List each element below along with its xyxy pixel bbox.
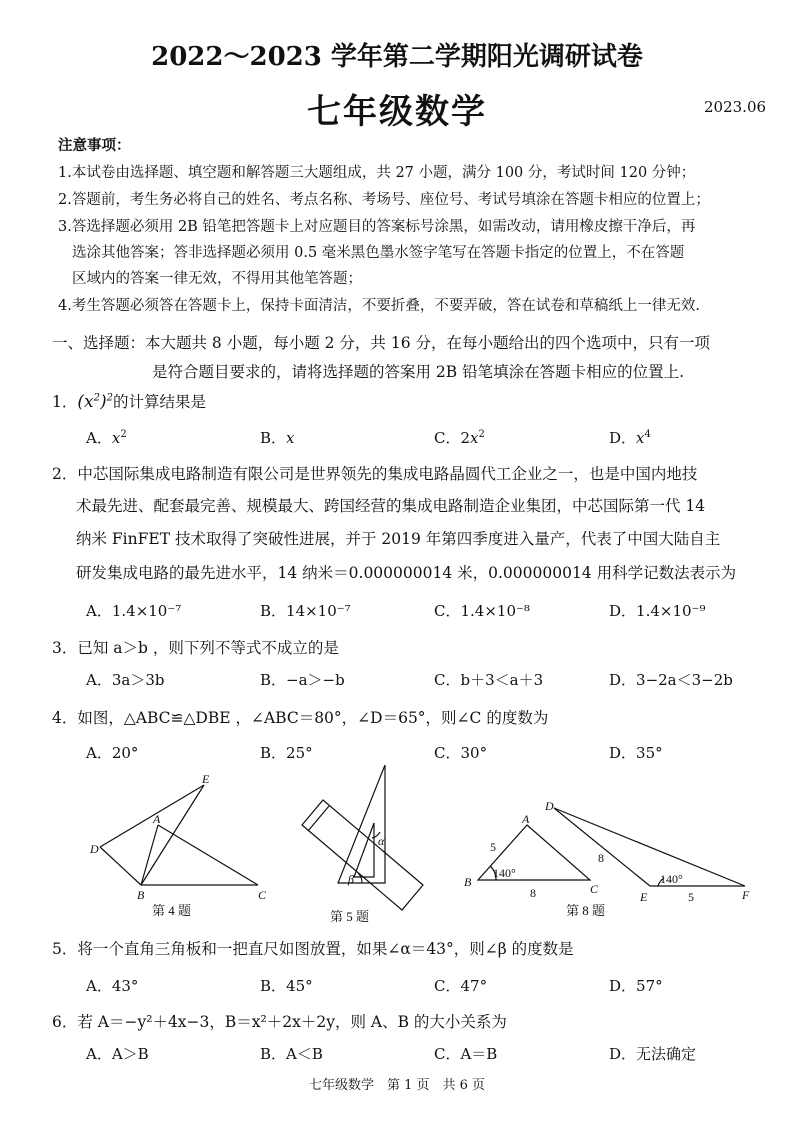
exam-title: 2022～2023 学年第二学期阳光调研试卷 [151,42,643,72]
fig8-label-a: A [522,812,530,826]
section1-intro: 一、选择题：本大题共 8 小题，每小题 2 分，共 16 分，在每小题给出的四个选项中，只有一项 [52,334,711,352]
fig5-beta-arc [358,873,362,883]
q4-option-c: C．30° [434,744,488,762]
notice-heading: 注意事项： [58,137,131,154]
q1-option-c: C．$2x^2$ [434,429,485,447]
fig4-segment-ac [158,825,258,885]
fig8-label-d: D [545,799,554,813]
fig8-label-de-8: 8 [598,851,604,865]
notice-item-1: 1.本试卷由选择题、填空题和解答题三大题组成，共 27 小题，满分 100 分，考试时间 120 分钟； [58,165,696,181]
fig4-label-a: A [153,812,161,826]
notice-item-3-cont2: 区域内的答案一律无效，不得用其他笔答题； [72,271,362,287]
fig8-label-c: C [590,882,599,896]
q2-stem-line2: 术最先进、配套最完善、规模最大、跨国经营的集成电路制造企业集团，中芯国际第一代 14 [76,497,706,515]
q2-option-d: D．1.4×10⁻⁹ [609,602,706,620]
exam-date: 2023.06 [704,98,767,116]
q3-option-c: C．b＋3＜a＋3 [434,671,544,689]
q2-stem-line3: 纳米 FinFET 技术取得了突破性进展，并于 2019 年第四季度进入量产，代表了中国大陆自主 [76,530,721,548]
fig8-caption: 第 8 题 [566,903,606,918]
q5-option-d: D．57° [609,977,663,995]
notice-item-3-cont: 选涂其他答案；答非选择题必须用 0.5 毫米黑色墨水签字笔写在答题卡指定的位置上，不在答题 [72,245,685,261]
q6-option-d: D．无法确定 [609,1045,697,1063]
notice-item-3: 3.答选择题必须用 2B 铅笔把答题卡上对应题目的答案标号涂黑，如需改动，请用橡皮擦干净后，再 [58,219,696,235]
q5-option-a: A．43° [86,977,139,995]
fig5-label-alpha: α [378,834,385,848]
q6-option-c: C．A＝B [434,1045,498,1063]
figure-4 [100,785,258,885]
figures-row [80,765,760,930]
subject-title: 七年级数学 [307,92,487,132]
fig5-set-square [338,765,385,883]
notice-item-4: 4.考生答题必须答在答题卡上，保持卡面清洁，不要折叠，不要弄破，答在试卷和草稿纸上一律无效. [58,298,700,314]
fig8-label-e: E [640,890,648,904]
fig8-label-f: F [742,888,750,902]
q4-option-b: B．25° [260,744,313,762]
figure-8 [478,808,745,886]
fig4-segment-eb [141,785,204,885]
fig4-label-b: B [137,888,145,902]
q4-option-a: A．20° [86,744,139,762]
figure-5 [302,765,423,910]
q4-stem: 4．如图，△ABC≌△DBE ，∠ABC＝80°，∠D＝65°，则∠C 的度数为 [52,709,549,727]
fig4-label-d: D [90,842,99,856]
q2-stem-line4: 研发集成电路的最先进水平，14 纳米＝0.000000014 米，0.000000014 用科学记数法表示为 [76,564,737,582]
q2-option-b: B．14×10⁻⁷ [260,602,351,620]
q3-option-d: D．3−2a＜3−2b [609,671,733,689]
page-footer: 七年级数学 第 1 页 共 6 页 [308,1078,486,1093]
q2-option-a: A．1.4×10⁻⁷ [86,602,182,620]
fig5-set-square-inner [354,823,374,877]
fig5-label-beta: β [348,872,354,886]
q5-stem: 5．将一个直角三角板和一把直尺如图放置，如果∠α＝43°，则∠β 的度数是 [52,940,574,958]
fig8-label-ab-5: 5 [490,840,496,854]
q4-option-d: D．35° [609,744,663,762]
q1-stem: 1．$(x^2)^2$的计算结果是 [52,392,207,412]
fig8-label-140-left: 140° [493,866,516,880]
q6-option-b: B．A＜B [260,1045,323,1063]
q2-stem-line1: 2．中芯国际集成电路制造有限公司是世界领先的集成电路晶圆代工企业之一，也是中国内地技 [52,465,698,483]
section1-intro-cont: 是符合题目要求的，请将选择题的答案用 2B 铅笔填涂在答题卡相应的位置上. [152,363,685,381]
q2-option-c: C．1.4×10⁻⁸ [434,602,530,620]
q6-stem: 6．若 A＝−y²＋4x−3，B＝x²＋2x＋2y，则 A、B 的大小关系为 [52,1013,507,1031]
fig8-label-ef-5: 5 [688,890,694,904]
fig8-label-140-right: 140° [660,872,683,886]
notice-item-2: 2.答题前，考生务必将自己的姓名、考点名称、考场号、座位号、考试号填涂在答题卡相应的位置上； [58,192,710,208]
fig4-label-e: E [202,772,210,786]
fig4-caption: 第 4 题 [152,903,192,918]
q1-option-b: B．x [260,429,295,447]
fig5-ruler-tick [308,806,329,831]
q6-option-a: A．A＞B [86,1045,149,1063]
fig4-label-c: C [258,888,267,902]
q3-option-a: A．3a＞3b [86,671,165,689]
q5-option-b: B．45° [260,977,313,995]
fig4-segment-ed [100,785,204,847]
fig4-segment-ab [141,825,158,885]
q3-stem: 3．已知 a＞b ，则下列不等式不成立的是 [52,639,339,657]
q5-option-c: C．47° [434,977,488,995]
q1-option-d: D．$x^4$ [609,429,651,447]
fig8-label-bc-8: 8 [530,886,536,900]
q3-option-b: B．−a＞−b [260,671,345,689]
fig8-label-b: B [464,875,472,889]
q1-option-a: A．$x^2$ [86,429,127,447]
fig5-caption: 第 5 题 [330,909,370,924]
fig4-segment-db [100,847,141,885]
